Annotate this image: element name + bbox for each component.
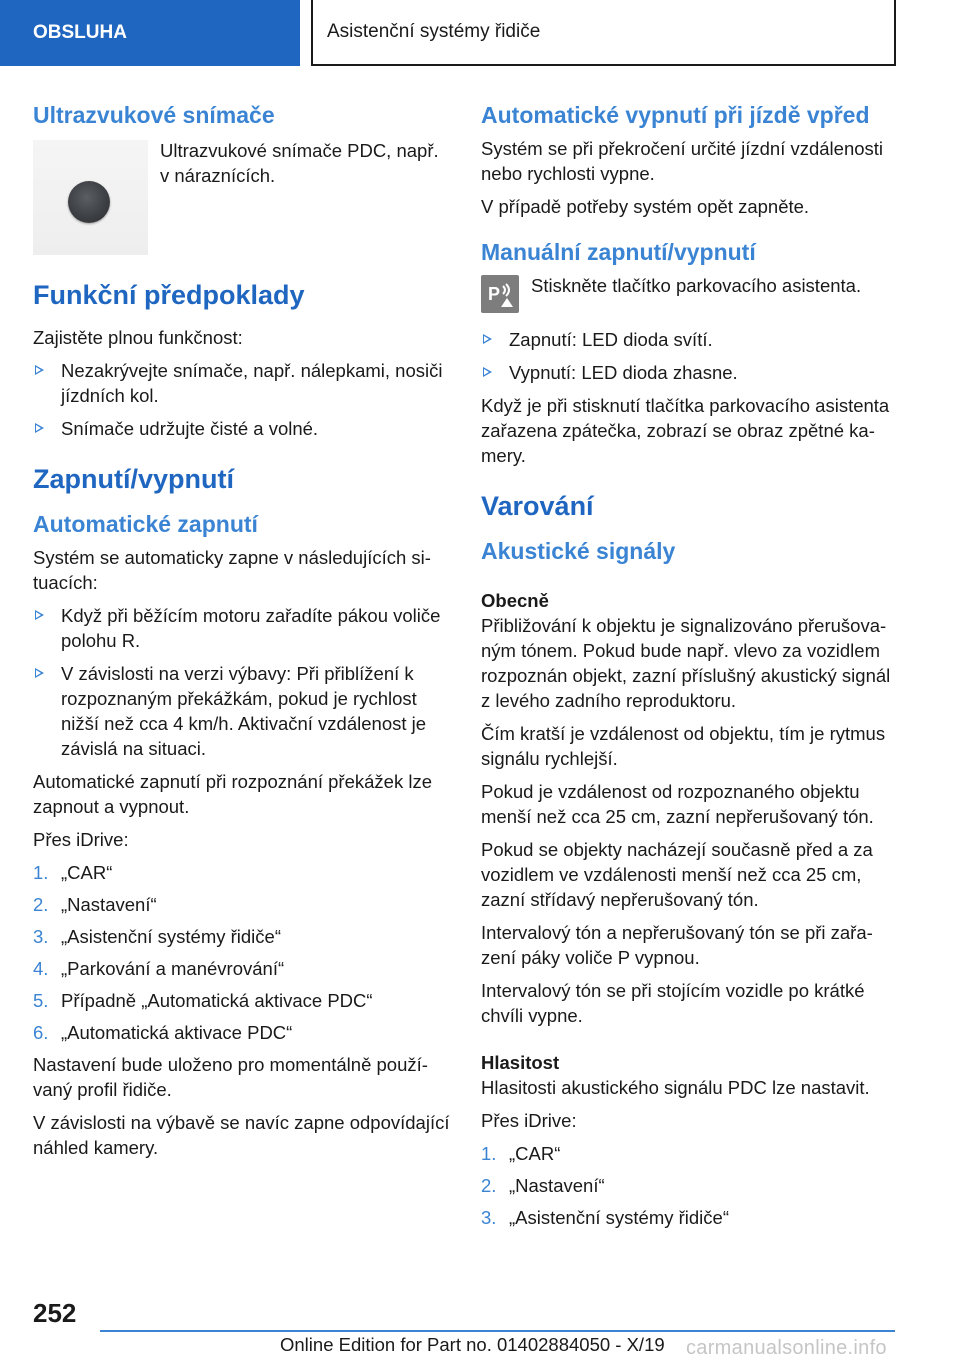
- general-subheading: Obecně: [481, 590, 549, 611]
- list-item: [481, 360, 899, 385]
- step-item: [33, 956, 451, 981]
- sensor-image: [33, 140, 148, 255]
- prereq-intro: Zajistěte plnou funkčnost:: [33, 327, 243, 348]
- list-item-text: V závislosti na verzi výbavy: Při přiblížení k rozpoznaným překážkám, pokud je rychlost nižší než cca 4 km/h. Aktivační vzdálenost je závislá na situaci.: [61, 663, 427, 759]
- page-header: [0, 0, 960, 66]
- general-paragraph-6: Intervalový tón se při stojícím vozidle po krátké chvíli vypne.: [481, 980, 865, 1026]
- pdc-button-row: [481, 273, 899, 313]
- footer-divider: [100, 1330, 895, 1332]
- prereq-heading: Funkční předpoklady: [33, 280, 305, 310]
- prereq-list: [33, 358, 451, 441]
- sensors-heading: Ultrazvukové snímače: [33, 102, 275, 128]
- list-item: [33, 603, 451, 653]
- left-column: [33, 100, 451, 1168]
- step-item: [481, 1141, 899, 1166]
- auto-off-heading: Automatické vypnutí při jízdě vpřed: [481, 102, 870, 128]
- step-number: 1.: [481, 1143, 497, 1164]
- triangle-bullet-icon: [35, 365, 44, 375]
- step-number: 5.: [33, 990, 49, 1011]
- chapter-tab: Asistenční systémy řidiče: [311, 0, 896, 66]
- step-item: [481, 1173, 899, 1198]
- step-item: [33, 988, 451, 1013]
- section-tab: OBSLUHA: [0, 0, 300, 66]
- triangle-bullet-icon: [35, 668, 44, 678]
- step-number: 4.: [33, 958, 49, 979]
- onoff-heading: Zapnutí/vypnutí: [33, 464, 234, 494]
- step-number: 3.: [481, 1207, 497, 1228]
- svg-text:P: P: [488, 284, 501, 304]
- general-paragraph-5: Intervalový tón a nepřerušovaný tón se při zařazení páky voliče P vypnou.: [481, 922, 873, 968]
- step-item: [33, 892, 451, 917]
- manual-heading: Manuální zapnutí/vypnutí: [481, 239, 756, 265]
- auto-on-list: [33, 603, 451, 761]
- step-text: „Nastavení“: [509, 1175, 605, 1196]
- step-text: „Asistenční systémy řidiče“: [61, 926, 281, 947]
- step-number: 2.: [481, 1175, 497, 1196]
- list-item-text: Nezakrývejte snímače, např. nálepkami, nosiči jízdních kol.: [61, 360, 443, 406]
- step-text: Případně „Automatická aktivace PDC“: [61, 990, 373, 1011]
- step-text: „Automatická aktivace PDC“: [61, 1022, 293, 1043]
- triangle-bullet-icon: [483, 334, 492, 344]
- auto-on-heading: Automatické zapnutí: [33, 511, 258, 537]
- step-text: „CAR“: [509, 1143, 561, 1164]
- list-item-text: Když při běžícím motoru zařadíte pákou voliče polohu R.: [61, 605, 441, 651]
- triangle-bullet-icon: [35, 610, 44, 620]
- list-item: [481, 327, 899, 352]
- idrive-steps-right: [481, 1141, 899, 1230]
- volume-subheading: Hlasitost: [481, 1052, 560, 1073]
- step-number: 3.: [33, 926, 49, 947]
- general-paragraph-3: Pokud je vzdálenost od rozpoznaného objektu menší než cca 25 cm, zazní nepřerušovaný tón.: [481, 781, 874, 827]
- step-text: „Asistenční systémy řidiče“: [509, 1207, 729, 1228]
- auto-off-paragraph-2: V případě potřeby systém opět zapněte.: [481, 196, 810, 217]
- sensor-dot-icon: [68, 181, 110, 223]
- volume-paragraph-1: Hlasitosti akustického signálu PDC lze nastavit.: [481, 1077, 870, 1098]
- step-item: [33, 1020, 451, 1045]
- acoustic-heading: Akustické signály: [481, 538, 676, 564]
- step-text: „Parkování a manévrování“: [61, 958, 285, 979]
- list-item-text: Snímače udržujte čisté a volné.: [61, 418, 319, 439]
- list-item: [33, 358, 451, 408]
- right-column: [481, 100, 899, 1237]
- idrive-steps-left: [33, 860, 451, 1045]
- auto-on-intro: Systém se automaticky zapne v následujících situacích:: [33, 547, 431, 593]
- general-paragraph-2: Čím kratší je vzdálenost od objektu, tím je rytmus signálu rychlejší.: [481, 723, 886, 769]
- sensor-figure: [33, 136, 451, 255]
- sensor-caption: Ultrazvukové snímače PDC, např. v náraznících.: [160, 140, 439, 186]
- auto-on-paragraph-4: V závislosti na výbavě se navíc zapne odpovídající náhled kamery.: [33, 1112, 450, 1158]
- watermark: carmanualsonline.info: [686, 1337, 887, 1359]
- auto-off-paragraph-1: Systém se při překročení určité jízdní vzdálenosti nebo rychlosti vypne.: [481, 138, 884, 184]
- triangle-bullet-icon: [35, 423, 44, 433]
- list-item-text: Zapnutí: LED dioda svítí.: [509, 329, 713, 350]
- manual-list: [481, 327, 899, 385]
- volume-paragraph-2: Přes iDrive:: [481, 1110, 577, 1131]
- step-number: 1.: [33, 862, 49, 883]
- step-number: 2.: [33, 894, 49, 915]
- auto-on-paragraph-1: Automatické zapnutí při rozpoznání překážek lze zapnout a vypnout.: [33, 771, 432, 817]
- step-item: [33, 860, 451, 885]
- step-item: [33, 924, 451, 949]
- edition-text: Online Edition for Part no. 01402884050 - X/19: [280, 1334, 665, 1355]
- page-number: 252: [33, 1298, 77, 1328]
- warning-heading: Varování: [481, 491, 594, 521]
- list-item: [33, 416, 451, 441]
- pdc-button-text: Stiskněte tlačítko parkovacího asistenta.: [531, 275, 862, 296]
- general-paragraph-4: Pokud se objekty nacházejí současně před a za vozidlem ve vzdálenosti menší než cca 25 cm, zazní střídavý nepřerušovaný tón.: [481, 839, 873, 910]
- park-assist-button-icon: [481, 275, 519, 313]
- step-text: „CAR“: [61, 862, 113, 883]
- step-item: [481, 1205, 899, 1230]
- list-item: [33, 661, 451, 761]
- step-number: 6.: [33, 1022, 49, 1043]
- auto-on-paragraph-2: Přes iDrive:: [33, 829, 129, 850]
- triangle-bullet-icon: [483, 367, 492, 377]
- auto-on-paragraph-3: Nastavení bude uloženo pro momentálně používaný profil řidiče.: [33, 1054, 428, 1100]
- general-paragraph-1: Přibližování k objektu je signalizováno přerušovaným tónem. Pokud bude např. vlevo za vozidlem rozpoznán objekt, zazní příslušný akustický signál z levého zadního reproduktoru.: [481, 615, 891, 711]
- step-text: „Nastavení“: [61, 894, 157, 915]
- list-item-text: Vypnutí: LED dioda zhasne.: [509, 362, 738, 383]
- manual-paragraph-1: Když je při stisknutí tlačítka parkovacího asistenta zařazena zpátečka, zobrazí se obraz zpětné kamery.: [481, 395, 890, 466]
